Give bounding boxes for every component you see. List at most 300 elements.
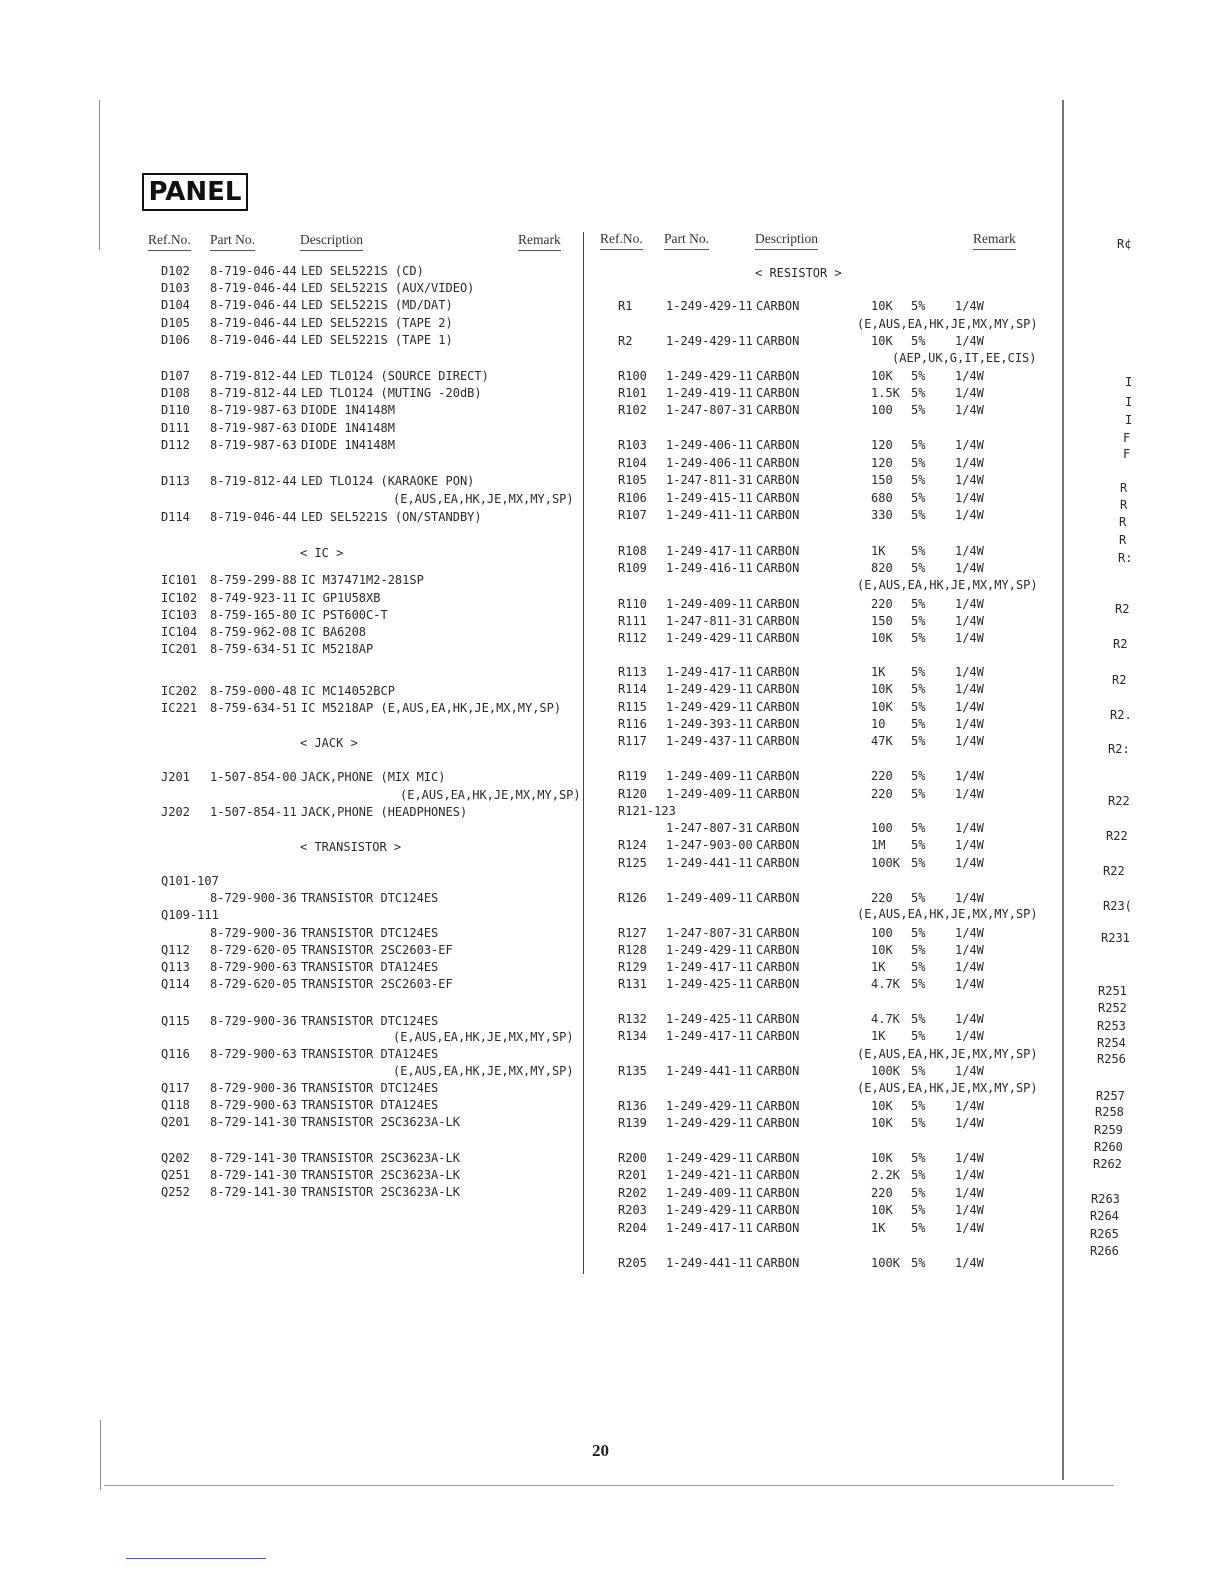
tolerance-cell: 5% bbox=[911, 700, 926, 714]
wattage-cell: 1/4W bbox=[955, 369, 984, 383]
tolerance-cell: 5% bbox=[911, 334, 926, 348]
value-cell: 10K bbox=[871, 1151, 893, 1165]
ref-cell: Q201 bbox=[161, 1115, 190, 1129]
value-cell: 10K bbox=[871, 1203, 893, 1217]
part-no-cell: 8-719-987-63 bbox=[210, 403, 297, 417]
description-cell: LED TLO124 (MUTING -20dB) bbox=[301, 386, 482, 400]
ref-cell: IC102 bbox=[161, 591, 198, 605]
value-cell: 100K bbox=[871, 856, 900, 870]
scan-left-edge bbox=[99, 100, 100, 250]
description-cell: CARBON bbox=[756, 960, 800, 974]
section-resistor: < RESISTOR > bbox=[755, 266, 842, 280]
description-cell: LED SEL5221S (TAPE 2) bbox=[301, 316, 453, 330]
description-cell: TRANSISTOR DTC124ES bbox=[301, 1014, 439, 1028]
scan-bottom-line bbox=[104, 1485, 1114, 1486]
ref-cell: IC221 bbox=[161, 701, 198, 715]
value-cell: 1K bbox=[871, 1029, 886, 1043]
value-cell: 100 bbox=[871, 403, 893, 417]
value-cell: 680 bbox=[871, 491, 893, 505]
edge-label: R251 bbox=[1098, 984, 1127, 998]
part-no-cell: 1-249-425-11 bbox=[666, 1012, 753, 1026]
tolerance-cell: 5% bbox=[911, 508, 926, 522]
ref-cell: IC101 bbox=[161, 573, 198, 587]
wattage-cell: 1/4W bbox=[955, 665, 984, 679]
wattage-cell: 1/4W bbox=[955, 1116, 984, 1130]
part-no-cell: 1-249-441-11 bbox=[666, 856, 753, 870]
wattage-cell: 1/4W bbox=[955, 1203, 984, 1217]
description-cell: CARBON bbox=[756, 734, 800, 748]
description-cell: LED SEL5221S (ON/STANDBY) bbox=[301, 510, 482, 524]
part-no-cell: 1-249-416-11 bbox=[666, 561, 753, 575]
edge-label: R bbox=[1119, 515, 1127, 529]
tolerance-cell: 5% bbox=[911, 386, 926, 400]
description-cell: IC GP1U58XB bbox=[301, 591, 381, 605]
tolerance-cell: 5% bbox=[911, 544, 926, 558]
wattage-cell: 1/4W bbox=[955, 614, 984, 628]
description-cell: JACK,PHONE (HEADPHONES) bbox=[301, 805, 468, 819]
edge-label: R bbox=[1120, 498, 1128, 512]
ref-cell: D103 bbox=[161, 281, 190, 295]
description-cell: CARBON bbox=[756, 769, 800, 783]
part-no-cell: 1-249-441-11 bbox=[666, 1064, 753, 1078]
part-no-cell: 8-759-000-48 bbox=[210, 684, 297, 698]
tolerance-cell: 5% bbox=[911, 1168, 926, 1182]
part-no-cell: 1-249-429-11 bbox=[666, 1099, 753, 1113]
remark-note: (E,AUS,EA,HK,JE,MX,MY,SP) bbox=[393, 1030, 574, 1044]
ref-cell: D104 bbox=[161, 298, 190, 312]
ref-cell: D110 bbox=[161, 403, 190, 417]
part-no-cell: 1-249-409-11 bbox=[666, 891, 753, 905]
part-no-cell: 1-249-409-11 bbox=[666, 769, 753, 783]
value-cell: 4.7K bbox=[871, 1012, 900, 1026]
ref-cell: R1 bbox=[618, 299, 633, 313]
ref-cell: R100 bbox=[618, 369, 647, 383]
part-no-cell: 1-249-393-11 bbox=[666, 717, 753, 731]
wattage-cell: 1/4W bbox=[955, 1256, 984, 1270]
description-cell: CARBON bbox=[756, 508, 800, 522]
wattage-cell: 1/4W bbox=[955, 403, 984, 417]
value-cell: 820 bbox=[871, 561, 893, 575]
part-no-cell: 8-729-900-36 bbox=[210, 891, 297, 905]
part-no-cell: 1-247-903-00 bbox=[666, 838, 753, 852]
part-no-cell: 1-249-437-11 bbox=[666, 734, 753, 748]
description-cell: TRANSISTOR DTA124ES bbox=[301, 960, 439, 974]
ref-cell: Q112 bbox=[161, 943, 190, 957]
part-no-cell: 8-759-165-80 bbox=[210, 608, 297, 622]
value-cell: 1.5K bbox=[871, 386, 900, 400]
description-cell: CARBON bbox=[756, 403, 800, 417]
wattage-cell: 1/4W bbox=[955, 1012, 984, 1026]
header-desc-left: Description bbox=[300, 232, 363, 251]
ref-cell: D112 bbox=[161, 438, 190, 452]
description-cell: IC PST600C-T bbox=[301, 608, 388, 622]
tolerance-cell: 5% bbox=[911, 1151, 926, 1165]
value-cell: 2.2K bbox=[871, 1168, 900, 1182]
value-cell: 120 bbox=[871, 438, 893, 452]
value-cell: 10K bbox=[871, 631, 893, 645]
ref-cell: R116 bbox=[618, 717, 647, 731]
value-cell: 220 bbox=[871, 1186, 893, 1200]
part-no-cell: 1-249-429-11 bbox=[666, 943, 753, 957]
scan-right-fold bbox=[1062, 100, 1064, 1480]
wattage-cell: 1/4W bbox=[955, 631, 984, 645]
ref-cell: R115 bbox=[618, 700, 647, 714]
ref-cell: Q251 bbox=[161, 1168, 190, 1182]
ref-cell: R205 bbox=[618, 1256, 647, 1270]
part-no-cell: 1-249-429-11 bbox=[666, 682, 753, 696]
description-cell: IC MC14052BCP bbox=[301, 684, 395, 698]
wattage-cell: 1/4W bbox=[955, 438, 984, 452]
tolerance-cell: 5% bbox=[911, 1029, 926, 1043]
part-no-cell: 1-507-854-11 bbox=[210, 805, 297, 819]
wattage-cell: 1/4W bbox=[955, 734, 984, 748]
wattage-cell: 1/4W bbox=[955, 1064, 984, 1078]
ref-cell: R113 bbox=[618, 665, 647, 679]
tolerance-cell: 5% bbox=[911, 665, 926, 679]
part-no-cell: 8-729-900-36 bbox=[210, 926, 297, 940]
ref-cell: R120 bbox=[618, 787, 647, 801]
ref-cell: IC202 bbox=[161, 684, 198, 698]
part-no-cell: 1-247-811-31 bbox=[666, 473, 753, 487]
ref-cell: R132 bbox=[618, 1012, 647, 1026]
tolerance-cell: 5% bbox=[911, 787, 926, 801]
value-cell: 1K bbox=[871, 1221, 886, 1235]
ref-cell: Q114 bbox=[161, 977, 190, 991]
description-cell: JACK,PHONE (MIX MIC) bbox=[301, 770, 446, 784]
part-no-cell: 1-247-811-31 bbox=[666, 614, 753, 628]
wattage-cell: 1/4W bbox=[955, 960, 984, 974]
description-cell: CARBON bbox=[756, 1116, 800, 1130]
description-cell: CARBON bbox=[756, 631, 800, 645]
section-title: PANEL bbox=[142, 173, 248, 211]
ref-cell: R201 bbox=[618, 1168, 647, 1182]
part-no-cell: 8-729-141-30 bbox=[210, 1168, 297, 1182]
ref-cell: R204 bbox=[618, 1221, 647, 1235]
wattage-cell: 1/4W bbox=[955, 787, 984, 801]
edge-label: R262 bbox=[1093, 1157, 1122, 1171]
value-cell: 10K bbox=[871, 700, 893, 714]
ref-cell: Q202 bbox=[161, 1151, 190, 1165]
description-cell: IC M37471M2-281SP bbox=[301, 573, 424, 587]
description-cell: CARBON bbox=[756, 1029, 800, 1043]
description-cell: CARBON bbox=[756, 1221, 800, 1235]
part-no-cell: 1-249-429-11 bbox=[666, 299, 753, 313]
part-no-cell: 8-719-046-44 bbox=[210, 264, 297, 278]
remark-note: (E,AUS,EA,HK,JE,MX,MY,SP) bbox=[393, 1064, 574, 1078]
description-cell: LED TLO124 (KARAOKE PON) bbox=[301, 474, 475, 488]
part-no-cell: 8-729-141-30 bbox=[210, 1185, 297, 1199]
ref-cell: Q115 bbox=[161, 1014, 190, 1028]
description-cell: CARBON bbox=[756, 717, 800, 731]
description-cell: DIODE 1N4148M bbox=[301, 403, 395, 417]
wattage-cell: 1/4W bbox=[955, 334, 984, 348]
part-no-cell: 1-247-807-31 bbox=[666, 403, 753, 417]
description-cell: CARBON bbox=[756, 943, 800, 957]
description-cell: CARBON bbox=[756, 1151, 800, 1165]
wattage-cell: 1/4W bbox=[955, 926, 984, 940]
edge-label: R23( bbox=[1103, 899, 1132, 913]
part-no-cell: 1-249-429-11 bbox=[666, 1203, 753, 1217]
tolerance-cell: 5% bbox=[911, 1099, 926, 1113]
ref-cell: R105 bbox=[618, 473, 647, 487]
tolerance-cell: 5% bbox=[911, 473, 926, 487]
part-no-cell: 1-249-411-11 bbox=[666, 508, 753, 522]
wattage-cell: 1/4W bbox=[955, 1221, 984, 1235]
part-no-cell: 8-729-900-63 bbox=[210, 960, 297, 974]
scan-left-edge-lower bbox=[100, 1420, 101, 1490]
value-cell: 120 bbox=[871, 456, 893, 470]
ref-cell: J202 bbox=[161, 805, 190, 819]
part-no-cell: 1-249-441-11 bbox=[666, 1256, 753, 1270]
ref-cell: R127 bbox=[618, 926, 647, 940]
wattage-cell: 1/4W bbox=[955, 491, 984, 505]
description-cell: CARBON bbox=[756, 838, 800, 852]
part-no-cell: 8-729-620-05 bbox=[210, 977, 297, 991]
part-no-cell: 8-719-812-44 bbox=[210, 369, 297, 383]
part-no-cell: 8-719-812-44 bbox=[210, 474, 297, 488]
ref-cell: R111 bbox=[618, 614, 647, 628]
description-cell: TRANSISTOR 2SC2603-EF bbox=[301, 977, 453, 991]
edge-label: R256 bbox=[1097, 1052, 1126, 1066]
tolerance-cell: 5% bbox=[911, 614, 926, 628]
value-cell: 330 bbox=[871, 508, 893, 522]
value-cell: 100 bbox=[871, 821, 893, 835]
value-cell: 10 bbox=[871, 717, 886, 731]
header-ref-right: Ref.No. bbox=[600, 231, 643, 250]
ref-cell: D114 bbox=[161, 510, 190, 524]
description-cell: CARBON bbox=[756, 821, 800, 835]
ref-cell: R119 bbox=[618, 769, 647, 783]
ref-cell: D106 bbox=[161, 333, 190, 347]
part-no-cell: 1-249-429-11 bbox=[666, 334, 753, 348]
edge-label: R263 bbox=[1091, 1192, 1120, 1206]
description-cell: CARBON bbox=[756, 1186, 800, 1200]
part-no-cell: 1-249-429-11 bbox=[666, 1116, 753, 1130]
ref-cell: Q118 bbox=[161, 1098, 190, 1112]
wattage-cell: 1/4W bbox=[955, 682, 984, 696]
part-no-cell: 1-249-415-11 bbox=[666, 491, 753, 505]
value-cell: 4.7K bbox=[871, 977, 900, 991]
tolerance-cell: 5% bbox=[911, 561, 926, 575]
description-cell: LED SEL5221S (TAPE 1) bbox=[301, 333, 453, 347]
part-no-cell: 8-729-900-63 bbox=[210, 1047, 297, 1061]
ref-cell: D111 bbox=[161, 421, 190, 435]
edge-label: R231 bbox=[1101, 931, 1130, 945]
tolerance-cell: 5% bbox=[911, 1064, 926, 1078]
ref-cell: R125 bbox=[618, 856, 647, 870]
description-cell: CARBON bbox=[756, 491, 800, 505]
part-no-cell: 8-719-987-63 bbox=[210, 421, 297, 435]
description-cell: DIODE 1N4148M bbox=[301, 421, 395, 435]
description-cell: TRANSISTOR DTA124ES bbox=[301, 1047, 439, 1061]
part-no-cell: 1-247-807-31 bbox=[666, 821, 753, 835]
ref-cell: R108 bbox=[618, 544, 647, 558]
ref-cell: R101 bbox=[618, 386, 647, 400]
wattage-cell: 1/4W bbox=[955, 1099, 984, 1113]
ref-cell: D107 bbox=[161, 369, 190, 383]
ref-cell: Q116 bbox=[161, 1047, 190, 1061]
part-no-cell: 1-249-421-11 bbox=[666, 1168, 753, 1182]
tolerance-cell: 5% bbox=[911, 838, 926, 852]
ref-cell: R121-123 bbox=[618, 804, 676, 818]
part-no-cell: 1-249-417-11 bbox=[666, 1029, 753, 1043]
edge-label: R2: bbox=[1108, 742, 1130, 756]
part-no-cell: 8-759-634-51 bbox=[210, 701, 297, 715]
value-cell: 1K bbox=[871, 665, 886, 679]
ref-cell: R203 bbox=[618, 1203, 647, 1217]
wattage-cell: 1/4W bbox=[955, 1186, 984, 1200]
description-cell: CARBON bbox=[756, 1099, 800, 1113]
header-ref-left: Ref.No. bbox=[148, 232, 191, 251]
part-no-cell: 8-729-620-05 bbox=[210, 943, 297, 957]
ref-cell: Q109-111 bbox=[161, 908, 219, 922]
description-cell: TRANSISTOR 2SC3623A-LK bbox=[301, 1151, 460, 1165]
part-no-cell: 8-719-046-44 bbox=[210, 333, 297, 347]
value-cell: 10K bbox=[871, 682, 893, 696]
remark-note: (E,AUS,EA,HK,JE,MX,MY,SP) bbox=[857, 1081, 1038, 1095]
description-cell: IC M5218AP bbox=[301, 642, 374, 656]
ref-cell: R114 bbox=[618, 682, 647, 696]
header-desc-right: Description bbox=[755, 231, 818, 250]
edge-label: R bbox=[1120, 481, 1128, 495]
wattage-cell: 1/4W bbox=[955, 977, 984, 991]
description-cell: LED SEL5221S (CD) bbox=[301, 264, 424, 278]
ref-cell: IC103 bbox=[161, 608, 198, 622]
part-no-cell: 1-249-417-11 bbox=[666, 1221, 753, 1235]
edge-label: R258 bbox=[1095, 1105, 1124, 1119]
edge-label: R259 bbox=[1094, 1123, 1123, 1137]
value-cell: 220 bbox=[871, 597, 893, 611]
description-cell: TRANSISTOR DTC124ES bbox=[301, 891, 439, 905]
tolerance-cell: 5% bbox=[911, 403, 926, 417]
description-cell: CARBON bbox=[756, 977, 800, 991]
wattage-cell: 1/4W bbox=[955, 1029, 984, 1043]
ref-cell: R2 bbox=[618, 334, 633, 348]
value-cell: 10K bbox=[871, 1116, 893, 1130]
part-no-cell: 1-249-417-11 bbox=[666, 544, 753, 558]
part-no-cell: 1-249-419-11 bbox=[666, 386, 753, 400]
wattage-cell: 1/4W bbox=[955, 769, 984, 783]
column-divider bbox=[583, 232, 584, 1274]
wattage-cell: 1/4W bbox=[955, 821, 984, 835]
description-cell: CARBON bbox=[756, 614, 800, 628]
tolerance-cell: 5% bbox=[911, 682, 926, 696]
ref-cell: IC104 bbox=[161, 625, 198, 639]
ref-cell: Q117 bbox=[161, 1081, 190, 1095]
value-cell: 220 bbox=[871, 891, 893, 905]
remark-note: (E,AUS,EA,HK,JE,MX,MY,SP) bbox=[857, 907, 1038, 921]
description-cell: IC BA6208 bbox=[301, 625, 367, 639]
tolerance-cell: 5% bbox=[911, 1256, 926, 1270]
ref-cell: J201 bbox=[161, 770, 190, 784]
ref-cell: D113 bbox=[161, 474, 190, 488]
value-cell: 10K bbox=[871, 299, 893, 313]
value-cell: 220 bbox=[871, 769, 893, 783]
value-cell: 100 bbox=[871, 926, 893, 940]
description-cell: TRANSISTOR DTA124ES bbox=[301, 1098, 439, 1112]
ref-cell: IC201 bbox=[161, 642, 198, 656]
tolerance-cell: 5% bbox=[911, 856, 926, 870]
ref-cell: R131 bbox=[618, 977, 647, 991]
part-no-cell: 1-249-409-11 bbox=[666, 787, 753, 801]
wattage-cell: 1/4W bbox=[955, 1151, 984, 1165]
ref-cell: D108 bbox=[161, 386, 190, 400]
tolerance-cell: 5% bbox=[911, 943, 926, 957]
description-cell: CARBON bbox=[756, 856, 800, 870]
value-cell: 1K bbox=[871, 544, 886, 558]
value-cell: 150 bbox=[871, 614, 893, 628]
wattage-cell: 1/4W bbox=[955, 891, 984, 905]
ref-cell: R128 bbox=[618, 943, 647, 957]
remark-note: (E,AUS,EA,HK,JE,MX,MY,SP) bbox=[393, 492, 574, 506]
description-cell: CARBON bbox=[756, 1064, 800, 1078]
description-cell: CARBON bbox=[756, 597, 800, 611]
part-no-cell: 1-249-417-11 bbox=[666, 960, 753, 974]
description-cell: CARBON bbox=[756, 682, 800, 696]
description-cell: TRANSISTOR DTC124ES bbox=[301, 1081, 439, 1095]
edge-label: R2 bbox=[1112, 673, 1127, 687]
wattage-cell: 1/4W bbox=[955, 597, 984, 611]
wattage-cell: 1/4W bbox=[955, 456, 984, 470]
edge-label: I bbox=[1125, 413, 1133, 427]
tolerance-cell: 5% bbox=[911, 734, 926, 748]
description-cell: CARBON bbox=[756, 334, 800, 348]
tolerance-cell: 5% bbox=[911, 977, 926, 991]
ref-cell: R107 bbox=[618, 508, 647, 522]
ref-cell: R102 bbox=[618, 403, 647, 417]
wattage-cell: 1/4W bbox=[955, 508, 984, 522]
tolerance-cell: 5% bbox=[911, 456, 926, 470]
description-cell: CARBON bbox=[756, 1203, 800, 1217]
edge-label: R22 bbox=[1106, 829, 1128, 843]
edge-label: R264 bbox=[1090, 1209, 1119, 1223]
ref-cell: Q101-107 bbox=[161, 874, 219, 888]
edge-label: R252 bbox=[1098, 1001, 1127, 1015]
tolerance-cell: 5% bbox=[911, 891, 926, 905]
wattage-cell: 1/4W bbox=[955, 700, 984, 714]
part-no-cell: 1-249-406-11 bbox=[666, 456, 753, 470]
wattage-cell: 1/4W bbox=[955, 473, 984, 487]
description-cell: LED SEL5221S (AUX/VIDEO) bbox=[301, 281, 475, 295]
edge-label: R2 bbox=[1115, 602, 1130, 616]
description-cell: DIODE 1N4148M bbox=[301, 438, 395, 452]
description-cell: CARBON bbox=[756, 926, 800, 940]
edge-label: R2 bbox=[1113, 637, 1128, 651]
part-no-cell: 1-507-854-00 bbox=[210, 770, 297, 784]
description-cell: TRANSISTOR DTC124ES bbox=[301, 926, 439, 940]
ref-cell: R109 bbox=[618, 561, 647, 575]
part-no-cell: 8-719-812-44 bbox=[210, 386, 297, 400]
part-no-cell: 8-729-141-30 bbox=[210, 1115, 297, 1129]
part-no-cell: 8-719-046-44 bbox=[210, 298, 297, 312]
tolerance-cell: 5% bbox=[911, 1012, 926, 1026]
ref-cell: Q252 bbox=[161, 1185, 190, 1199]
description-cell: TRANSISTOR 2SC3623A-LK bbox=[301, 1115, 460, 1129]
value-cell: 10K bbox=[871, 369, 893, 383]
part-no-cell: 1-249-417-11 bbox=[666, 665, 753, 679]
ref-cell: D105 bbox=[161, 316, 190, 330]
edge-label: R22 bbox=[1103, 864, 1125, 878]
ref-cell: R200 bbox=[618, 1151, 647, 1165]
ref-cell: R126 bbox=[618, 891, 647, 905]
value-cell: 150 bbox=[871, 473, 893, 487]
description-cell: CARBON bbox=[756, 665, 800, 679]
edge-label: R22 bbox=[1108, 794, 1130, 808]
header-part-right: Part No. bbox=[664, 231, 709, 250]
part-no-cell: 8-749-923-11 bbox=[210, 591, 297, 605]
remark-note: (AEP,UK,G,IT,EE,CIS) bbox=[892, 351, 1037, 365]
edge-label: I bbox=[1125, 395, 1133, 409]
